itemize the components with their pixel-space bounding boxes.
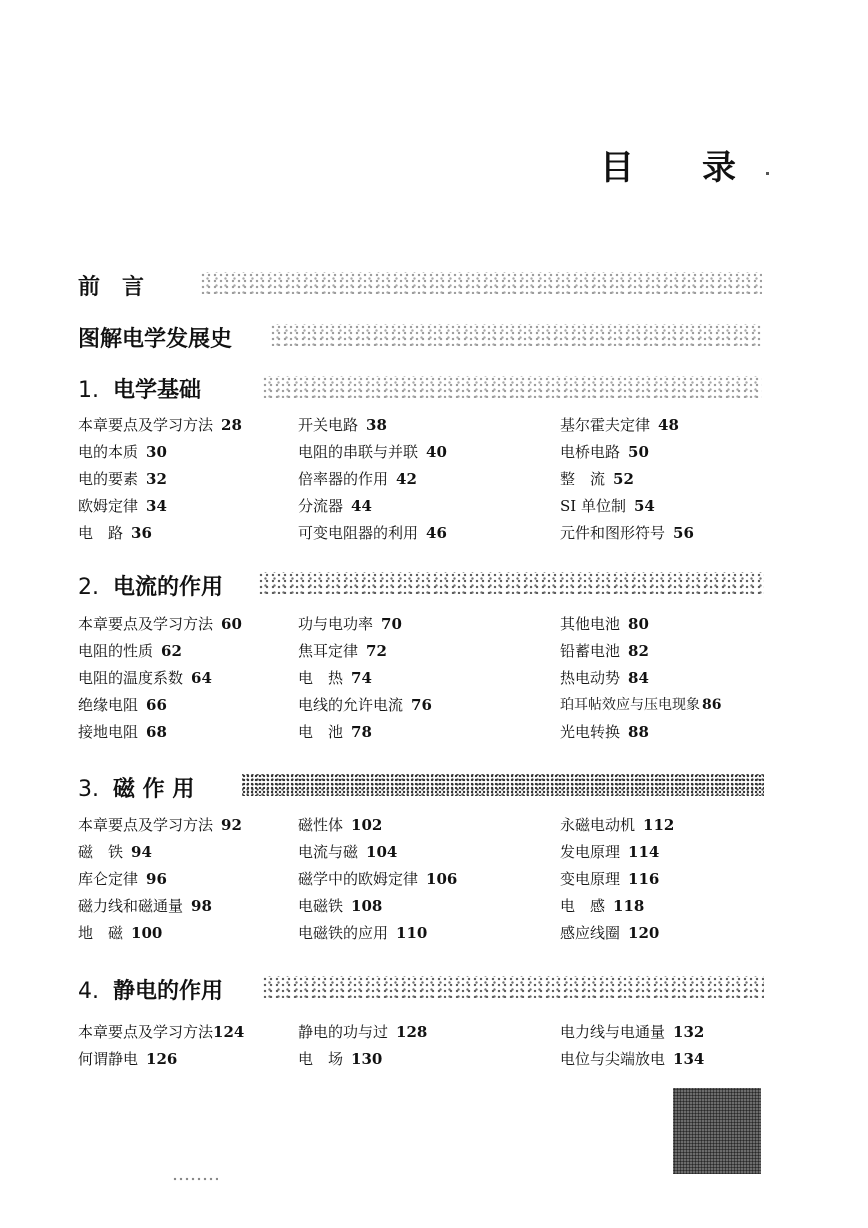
toc-entry[interactable]: 电线的允许电流 76 xyxy=(298,696,432,714)
toc-entry[interactable]: 电位与尖端放电 134 xyxy=(560,1050,705,1068)
toc-entry[interactable]: 电阻的温度系数 64 xyxy=(78,669,212,687)
toc-entry[interactable]: 电阻的串联与并联 40 xyxy=(298,443,447,461)
scan-noise xyxy=(270,324,762,346)
toc-entry[interactable]: 电磁铁的应用 110 xyxy=(298,924,428,942)
section-title: 静电的作用 xyxy=(113,979,224,1004)
toc-entry[interactable]: 欧姆定律 34 xyxy=(78,497,167,515)
toc-entry[interactable]: 本章要点及学习方法 60 xyxy=(78,615,242,633)
toc-entry[interactable]: 电 场 130 xyxy=(298,1050,383,1068)
toc-entry[interactable]: 地 磁 100 xyxy=(78,924,163,942)
toc-entry[interactable]: 变电原理 116 xyxy=(560,870,660,888)
section-number: 2. xyxy=(78,575,99,600)
toc-entry[interactable]: 磁力线和磁通量 98 xyxy=(78,897,212,915)
toc-entry[interactable]: 电 热 74 xyxy=(298,669,372,687)
toc-entry[interactable]: 永磁电动机 112 xyxy=(560,816,675,834)
toc-entry[interactable]: 本章要点及学习方法 92 xyxy=(78,816,242,834)
toc-entry[interactable]: 感应线圈 120 xyxy=(560,924,660,942)
toc-entry[interactable]: 何谓静电 126 xyxy=(78,1050,178,1068)
toc-entry[interactable]: 分流器 44 xyxy=(298,497,372,515)
scan-noise xyxy=(200,272,762,294)
toc-entry[interactable]: 接地电阻 68 xyxy=(78,723,167,741)
toc-entry[interactable]: 焦耳定律 72 xyxy=(298,642,387,660)
toc-entry[interactable]: 磁性体 102 xyxy=(298,816,383,834)
scan-noise xyxy=(242,774,764,796)
toc-column xyxy=(298,812,457,947)
toc-entry[interactable]: 静电的功与过 128 xyxy=(298,1023,428,1041)
toc-entry[interactable]: 磁学中的欧姆定律 106 xyxy=(298,870,458,888)
toc-column xyxy=(560,412,694,547)
toc-entry[interactable]: 珀耳帖效应与压电现象 86 xyxy=(560,697,722,713)
scan-noise xyxy=(258,572,764,594)
toc-entry[interactable]: 本章要点及学习方法 28 xyxy=(78,416,242,434)
toc-entry[interactable]: 电 池 78 xyxy=(298,723,372,741)
toc-entry[interactable]: 整 流 52 xyxy=(560,470,634,488)
scan-artifact-stamp xyxy=(673,1088,761,1174)
history-heading xyxy=(78,322,232,353)
toc-entry[interactable]: 元件和图形符号 56 xyxy=(560,524,694,542)
toc-entry[interactable]: 基尔霍夫定律 48 xyxy=(560,416,679,434)
toc-entry[interactable]: 电阻的性质 62 xyxy=(78,642,182,660)
toc-entry[interactable]: 绝缘电阻 66 xyxy=(78,696,167,714)
section-4-heading xyxy=(78,974,223,1005)
section-number: 1. xyxy=(78,378,99,403)
preface-label: 前 言 xyxy=(78,275,145,300)
decorative-dot xyxy=(766,172,769,175)
toc-column xyxy=(560,1019,704,1073)
toc-entry[interactable]: 电 感 118 xyxy=(560,897,645,915)
toc-entry[interactable]: 铅蓄电池 82 xyxy=(560,642,649,660)
section-3-heading xyxy=(78,772,194,803)
toc-entry[interactable]: SI 单位制 54 xyxy=(560,497,655,515)
toc-column xyxy=(78,1019,244,1073)
toc-entry[interactable]: 热电动势 84 xyxy=(560,669,649,687)
scan-noise xyxy=(262,376,762,398)
toc-entry[interactable]: 电的要素 32 xyxy=(78,470,167,488)
toc-entry[interactable]: 功与电功率 70 xyxy=(298,615,402,633)
toc-entry[interactable]: 其他电池 80 xyxy=(560,615,649,633)
toc-column xyxy=(298,412,447,547)
toc-entry[interactable]: 磁 铁 94 xyxy=(78,843,152,861)
toc-entry[interactable]: 光电转换 88 xyxy=(560,723,649,741)
toc-column xyxy=(78,611,242,746)
toc-entry[interactable]: 开关电路 38 xyxy=(298,416,387,434)
preface-heading xyxy=(78,270,144,301)
toc-column xyxy=(560,812,674,947)
title-char-2: 录 xyxy=(702,148,736,188)
scan-noise xyxy=(262,976,764,998)
section-title: 电学基础 xyxy=(113,378,202,403)
toc-entry[interactable]: 电桥电路 50 xyxy=(560,443,649,461)
section-title: 磁 作 用 xyxy=(113,777,195,802)
toc-entry[interactable]: 倍率器的作用 42 xyxy=(298,470,417,488)
scan-noise xyxy=(172,1176,218,1182)
section-number: 3. xyxy=(78,777,99,802)
toc-entry[interactable]: 可变电阻器的利用 46 xyxy=(298,524,447,542)
section-number: 4. xyxy=(78,979,99,1004)
toc-entry[interactable]: 电的本质 30 xyxy=(78,443,167,461)
toc-entry[interactable]: 本章要点及学习方法124 xyxy=(78,1023,245,1041)
toc-column xyxy=(78,812,242,947)
section-1-heading xyxy=(78,373,201,404)
section-title: 电流的作用 xyxy=(113,575,224,600)
toc-column xyxy=(298,1019,427,1073)
toc-entry[interactable]: 发电原理 114 xyxy=(560,843,660,861)
toc-entry[interactable]: 电磁铁 108 xyxy=(298,897,383,915)
toc-entry[interactable]: 电 路 36 xyxy=(78,524,152,542)
toc-column xyxy=(78,412,242,547)
history-label: 图解电学发展史 xyxy=(78,327,233,352)
toc-entry[interactable]: 库仑定律 96 xyxy=(78,870,167,888)
section-2-heading xyxy=(78,570,223,601)
title-char-1: 目 xyxy=(600,148,634,188)
toc-column xyxy=(560,611,721,746)
toc-entry[interactable]: 电流与磁 104 xyxy=(298,843,398,861)
toc-entry[interactable]: 电力线与电通量 132 xyxy=(560,1023,705,1041)
toc-column xyxy=(298,611,432,746)
